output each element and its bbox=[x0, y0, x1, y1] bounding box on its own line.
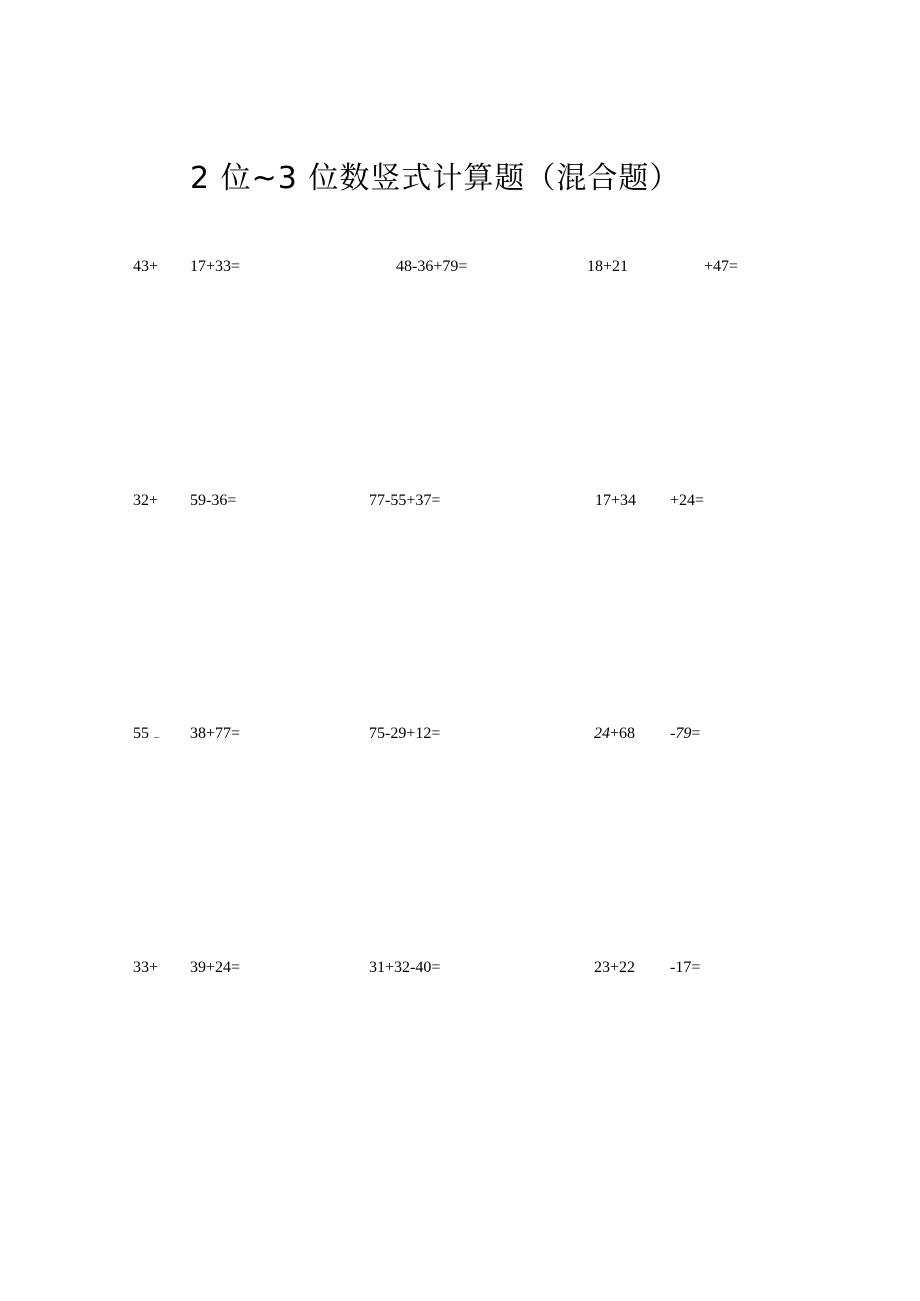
problem-10-part-1: 33+ bbox=[133, 959, 159, 976]
problem-9-italic-number: 24 bbox=[594, 725, 610, 742]
problem-7-part-2: 38+77= bbox=[190, 725, 241, 742]
problem-1-part-2: 17+33= bbox=[190, 258, 241, 275]
problem-10-part-2: 39+24= bbox=[190, 959, 241, 976]
problem-7-part-1: 55 bbox=[133, 725, 149, 742]
problem-9-part-2 bbox=[670, 726, 700, 742]
problem-11: 31+32-40= bbox=[369, 959, 441, 976]
problem-6-part-2: +24= bbox=[670, 492, 705, 509]
problem-6-part-1: 17+34 bbox=[595, 492, 637, 509]
problem-9-italic-operand: 79 bbox=[675, 725, 692, 742]
problem-3-part-2: +47= bbox=[704, 258, 739, 275]
problem-9-equals: = bbox=[691, 725, 701, 742]
problem-5: 77-55+37= bbox=[369, 492, 441, 509]
problem-9-operand: +68 bbox=[610, 725, 636, 742]
problem-2: 48-36+79= bbox=[396, 258, 468, 275]
page-title: 2 位~3 位数竖式计算题（混合题） bbox=[190, 161, 681, 196]
problem-4-part-2: 59-36= bbox=[190, 492, 237, 509]
problem-9-minus: - bbox=[670, 725, 676, 742]
problem-1-part-1: 43+ bbox=[133, 258, 159, 275]
problem-4-part-1: 32+ bbox=[133, 492, 159, 509]
problem-12-part-1: 23+22 bbox=[594, 959, 636, 976]
problem-7-dash: – bbox=[154, 732, 159, 743]
problem-3-part-1: 18+21 bbox=[587, 258, 629, 275]
problem-9-part-1 bbox=[594, 726, 635, 742]
problem-12-part-2: -17= bbox=[670, 959, 701, 976]
problem-8: 75-29+12= bbox=[369, 725, 441, 742]
